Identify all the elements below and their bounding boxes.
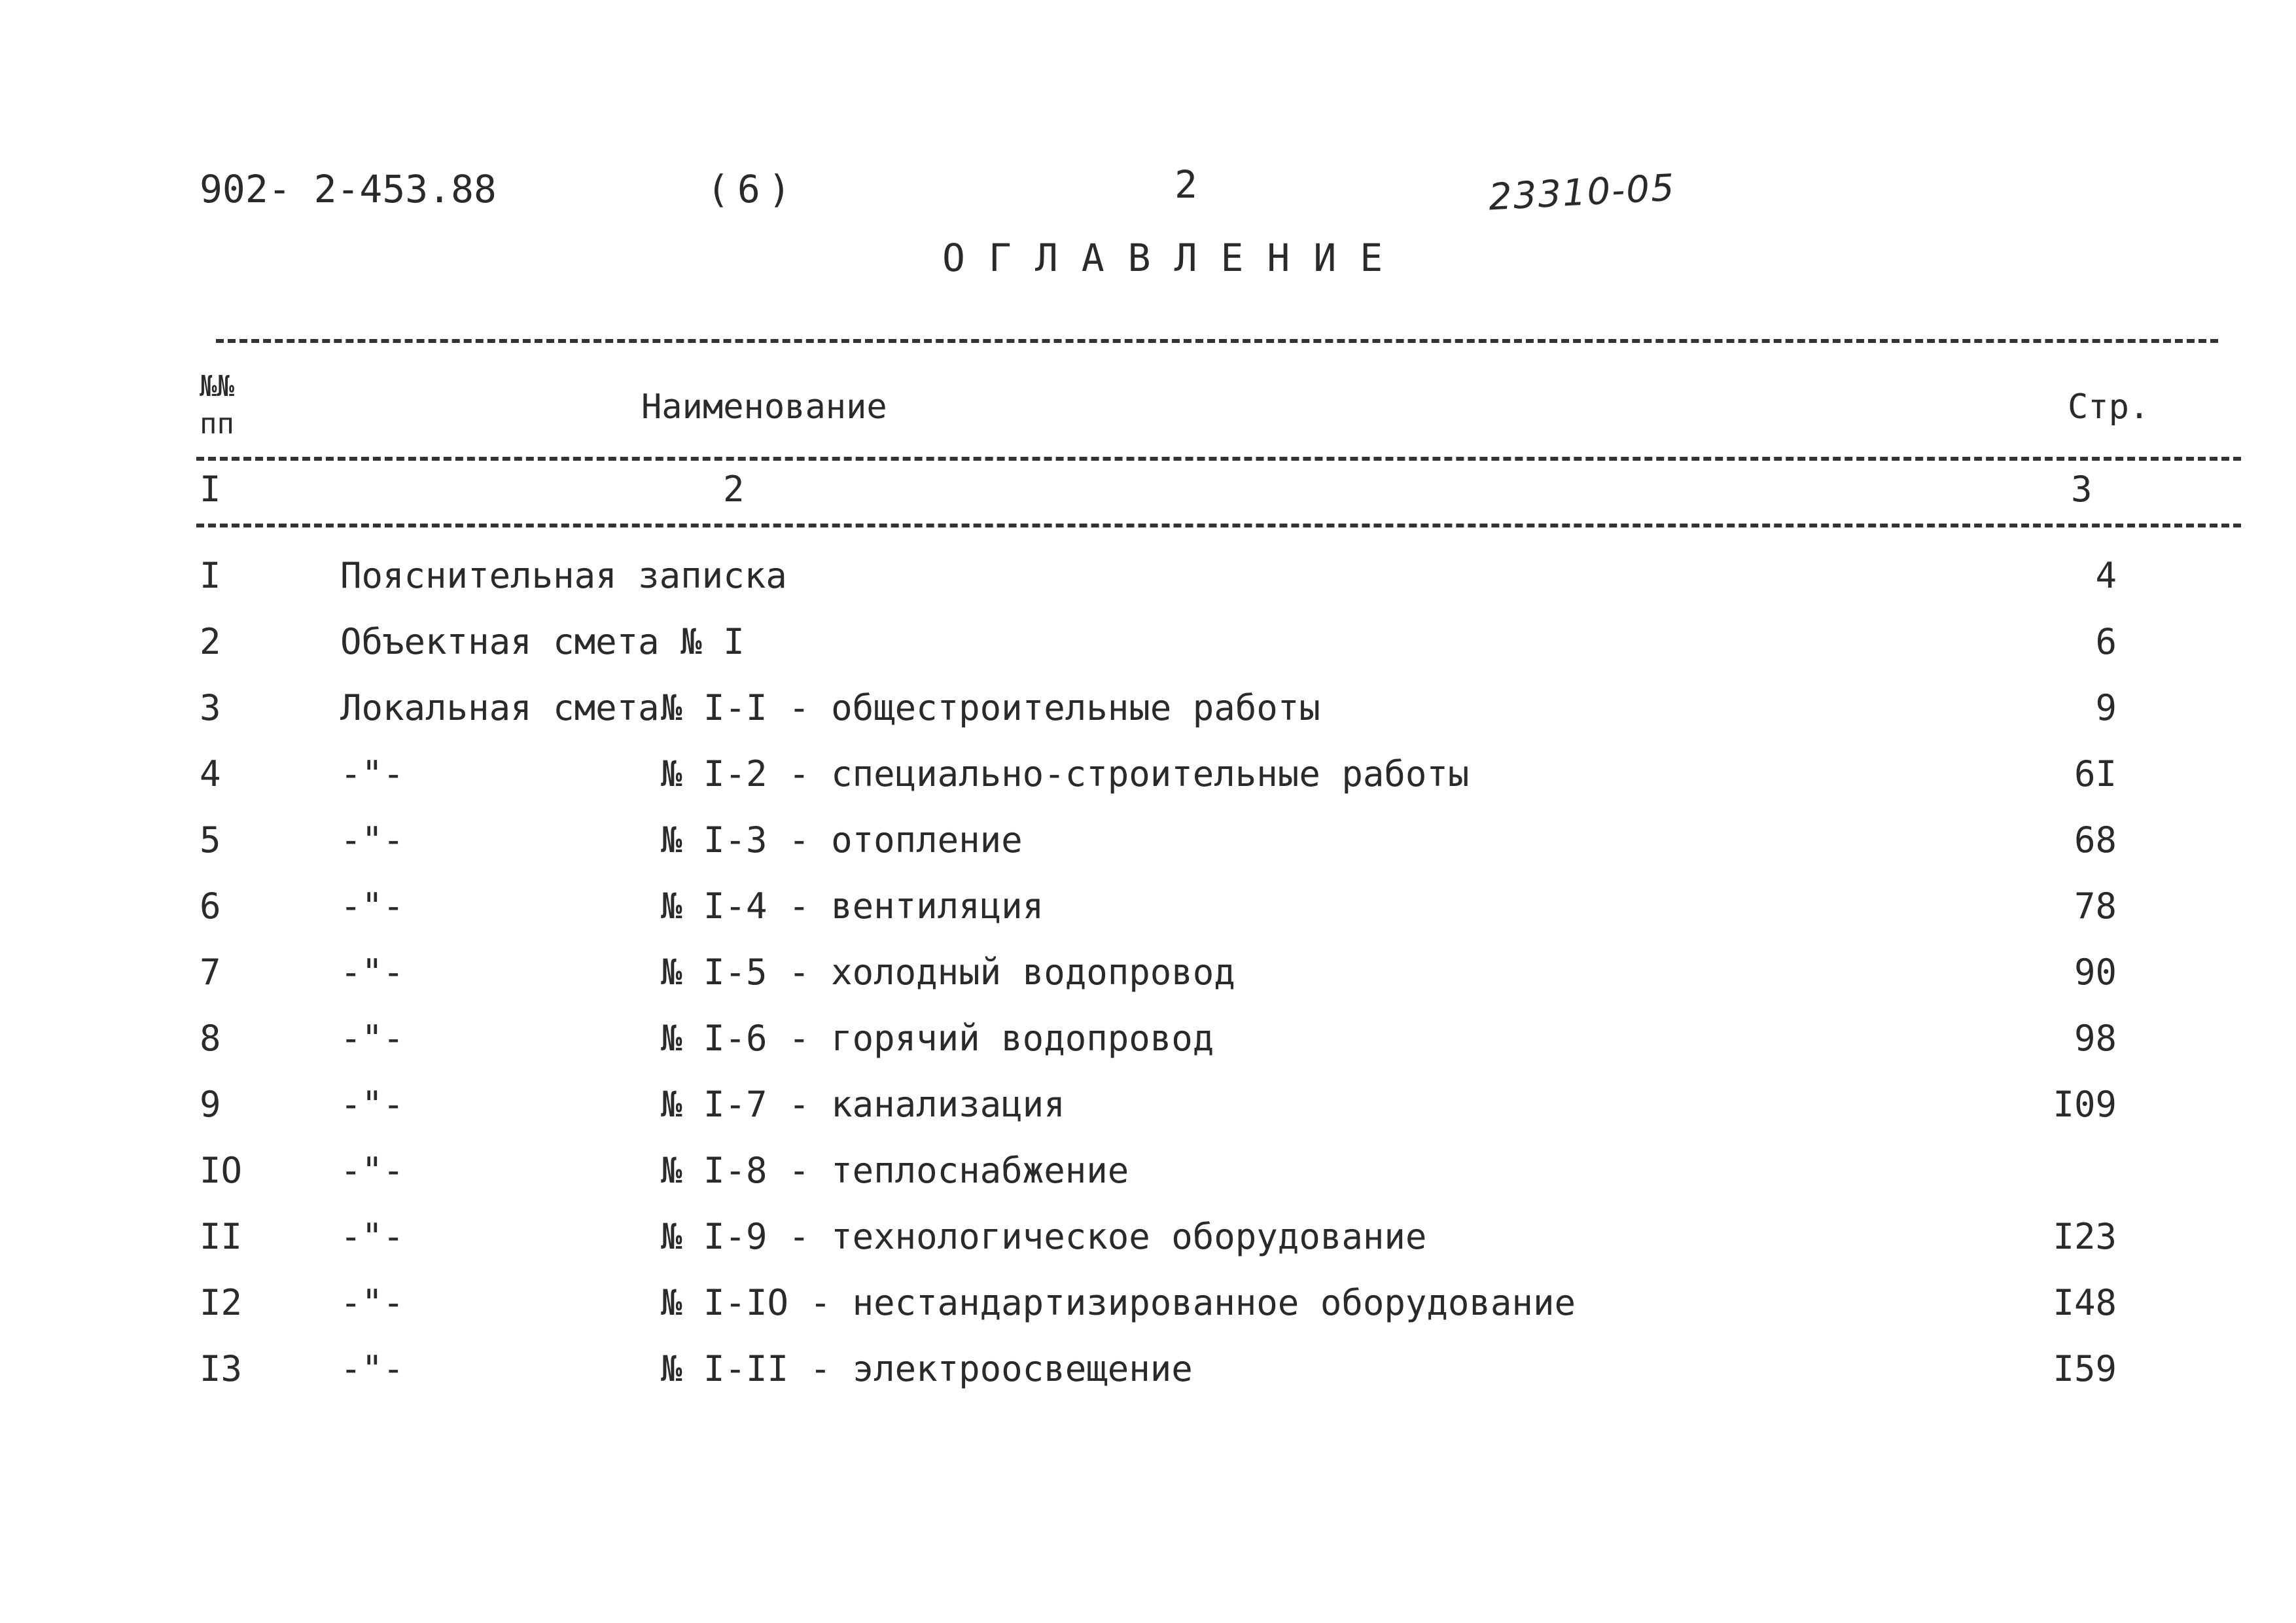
row-estimate: № I-4 - вентиляция — [661, 885, 1044, 927]
row-number: 5 — [200, 819, 221, 861]
row-estimate: № I-3 - отопление — [661, 819, 1023, 861]
toc-row — [200, 1282, 2117, 1334]
column-header-name: Наименование — [641, 387, 887, 427]
row-page: 68 — [2074, 819, 2117, 861]
row-estimate: № I-I - общестроительные работы — [661, 687, 1320, 728]
row-number: I2 — [200, 1282, 243, 1323]
row-ditto-mark: -"- — [340, 1348, 404, 1389]
page-number: 2 — [1174, 162, 1197, 207]
row-number: 3 — [200, 687, 221, 728]
row-number: 9 — [200, 1084, 221, 1125]
row-page: 6I — [2074, 753, 2117, 794]
column-index-name: 2 — [723, 469, 745, 510]
row-ditto-mark: -"- — [340, 1150, 404, 1191]
document-code: 902- 2-453.88 — [200, 167, 497, 211]
toc-row — [200, 885, 2117, 938]
row-ditto-mark: -"- — [340, 1084, 404, 1125]
row-estimate: № I-7 - канализация — [661, 1084, 1065, 1125]
toc-row — [200, 1348, 2117, 1400]
row-page: 6 — [2095, 621, 2117, 662]
row-ditto-mark: -"- — [340, 952, 404, 993]
row-estimate: № I-5 - холодный водопровод — [661, 952, 1235, 993]
dashed-rule-top — [216, 339, 2218, 343]
row-title: Пояснительная записка — [340, 555, 787, 596]
row-ditto-mark: -"- — [340, 1216, 404, 1257]
row-page: I59 — [2053, 1348, 2117, 1389]
row-estimate: № I-2 - специально-строительные работы — [661, 753, 1470, 794]
toc-row — [200, 1018, 2117, 1070]
row-number: 7 — [200, 952, 221, 993]
column-header-page: Стр. — [2068, 387, 2150, 427]
page-title: ОГЛАВЛЕНИЕ — [942, 236, 1407, 280]
row-number: 2 — [200, 621, 221, 662]
toc-row — [200, 1150, 2117, 1202]
row-estimate: № I-IO - нестандартизированное оборудование — [661, 1282, 1576, 1323]
column-header-number-line2: пп — [200, 407, 234, 440]
row-estimate: № I-9 - технологическое оборудование — [661, 1216, 1427, 1257]
row-page: 98 — [2074, 1018, 2117, 1059]
row-page: I48 — [2053, 1282, 2117, 1323]
row-estimate: № I-II - электроосвещение — [661, 1348, 1193, 1389]
toc-row — [200, 753, 2117, 806]
row-page: I09 — [2053, 1084, 2117, 1125]
dashed-rule-header — [196, 457, 2241, 461]
row-ditto-mark: -"- — [340, 1282, 404, 1323]
toc-row — [200, 952, 2117, 1004]
dashed-rule-index — [196, 524, 2241, 527]
toc-row — [200, 819, 2117, 872]
row-page: 9 — [2095, 687, 2117, 728]
toc-row — [200, 555, 2117, 607]
row-page: 90 — [2074, 952, 2117, 993]
row-page: 78 — [2074, 885, 2117, 927]
row-number: 6 — [200, 885, 221, 927]
row-number: 4 — [200, 753, 221, 794]
row-title: Объектная смета № I — [340, 621, 745, 662]
column-header-number: №№ — [200, 370, 234, 403]
sheet-number: (6) — [707, 167, 799, 211]
row-estimate: № I-8 - теплоснабжение — [661, 1150, 1129, 1191]
toc-row — [200, 1216, 2117, 1268]
column-index-number: I — [200, 469, 221, 510]
column-index-page: 3 — [2071, 469, 2093, 510]
row-number: I3 — [200, 1348, 243, 1389]
row-ditto-mark: -"- — [340, 819, 404, 861]
handwritten-inventory-number: 23310-05 — [1487, 166, 1677, 219]
toc-row — [200, 1084, 2117, 1136]
row-page: 4 — [2095, 555, 2117, 596]
toc-row — [200, 687, 2117, 740]
row-title: Локальная смета — [340, 687, 660, 728]
toc-row — [200, 621, 2117, 673]
row-number: I — [200, 555, 221, 596]
row-estimate: № I-6 - горячий водопровод — [661, 1018, 1214, 1059]
row-page: I23 — [2053, 1216, 2117, 1257]
row-number: II — [200, 1216, 243, 1257]
row-ditto-mark: -"- — [340, 753, 404, 794]
row-ditto-mark: -"- — [340, 885, 404, 927]
row-number: IO — [200, 1150, 243, 1191]
row-ditto-mark: -"- — [340, 1018, 404, 1059]
row-number: 8 — [200, 1018, 221, 1059]
